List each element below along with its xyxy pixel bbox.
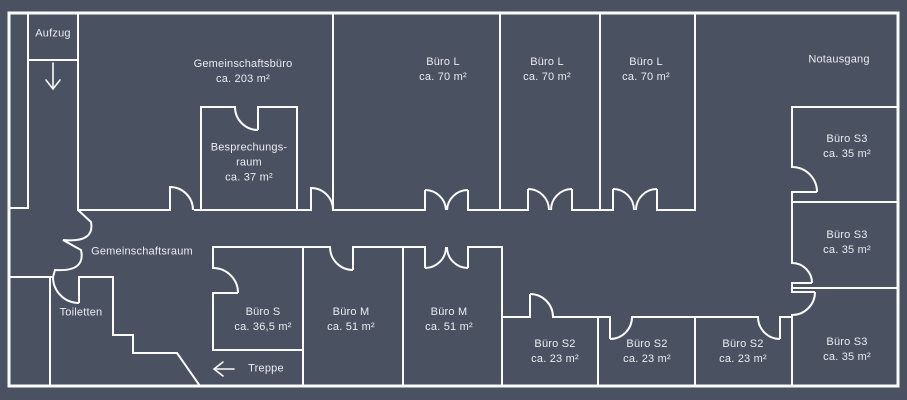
room-area: ca. 37 m² — [225, 171, 273, 184]
room-label-buero-l-3 — [622, 55, 670, 85]
stairs-left-arrow-icon — [214, 362, 234, 376]
room-name: Toiletten — [59, 306, 103, 319]
room-area: ca. 35 m² — [823, 244, 871, 256]
room-label-gemeinschaftsraum — [91, 245, 193, 260]
room-name: Büro S3 — [826, 133, 868, 145]
room-name: Büro S — [245, 306, 281, 318]
room-label-aufzug — [35, 27, 70, 42]
room-area: ca. 70 m² — [622, 71, 670, 83]
room-label-buero-s2-3 — [719, 337, 767, 367]
room-label-buero-s3-top — [823, 132, 871, 162]
room-label-besprechungsraum — [211, 141, 288, 186]
room-label-gemeinschaftsbuero — [194, 57, 293, 87]
room-label-buero-l-1 — [419, 55, 467, 85]
room-area: ca. 51 m² — [425, 321, 473, 333]
room-label-buero-s2-1 — [531, 337, 579, 367]
room-name: Gemeinschaftsraum — [91, 245, 193, 258]
room-area: ca. 23 m² — [623, 353, 671, 365]
room-name: Büro S3 — [826, 229, 868, 241]
room-name: Büro M — [332, 306, 370, 318]
room-name: Büro S2 — [722, 338, 764, 350]
room-label-buero-s2-2 — [623, 337, 671, 367]
room-name: Büro L — [530, 56, 564, 68]
room-label-buero-m-2 — [425, 305, 473, 335]
room-label-buero-s3-bottom — [823, 335, 871, 365]
room-name: raum — [236, 156, 262, 169]
room-label-buero-m-1 — [327, 305, 375, 335]
room-area: ca. 70 m² — [419, 71, 467, 83]
room-area: ca. 35 m² — [823, 148, 871, 160]
room-area: ca. 36,5 m² — [234, 321, 292, 333]
room-name: Notausgang — [808, 53, 870, 66]
room-label-toiletten — [60, 306, 103, 321]
room-area: ca. 23 m² — [719, 353, 767, 365]
room-label-buero-s — [234, 305, 291, 335]
room-name: Büro L — [426, 56, 460, 68]
room-label-buero-s3-mid — [823, 228, 871, 258]
room-name: Büro M — [430, 306, 468, 318]
room-name: Büro S2 — [626, 338, 668, 350]
room-name: Aufzug — [35, 27, 71, 40]
room-area: ca. 51 m² — [327, 321, 375, 333]
room-area: ca. 203 m² — [216, 73, 270, 85]
room-label-buero-l-2 — [523, 55, 571, 85]
room-name: Gemeinschaftsbüro — [193, 58, 293, 70]
room-name: Büro S3 — [826, 336, 868, 348]
room-label-notausgang — [808, 53, 869, 68]
room-name: Büro S2 — [534, 338, 576, 350]
room-area: ca. 70 m² — [523, 71, 571, 83]
room-name: Besprechungs- — [210, 141, 288, 154]
elevator-down-arrow-icon — [46, 63, 60, 89]
room-area: ca. 23 m² — [531, 353, 579, 365]
room-name: Treppe — [248, 362, 284, 375]
room-name: Büro L — [629, 56, 663, 68]
room-area: ca. 35 m² — [823, 351, 871, 363]
vestibule-doors — [53, 210, 91, 277]
room-label-treppe — [248, 362, 284, 377]
